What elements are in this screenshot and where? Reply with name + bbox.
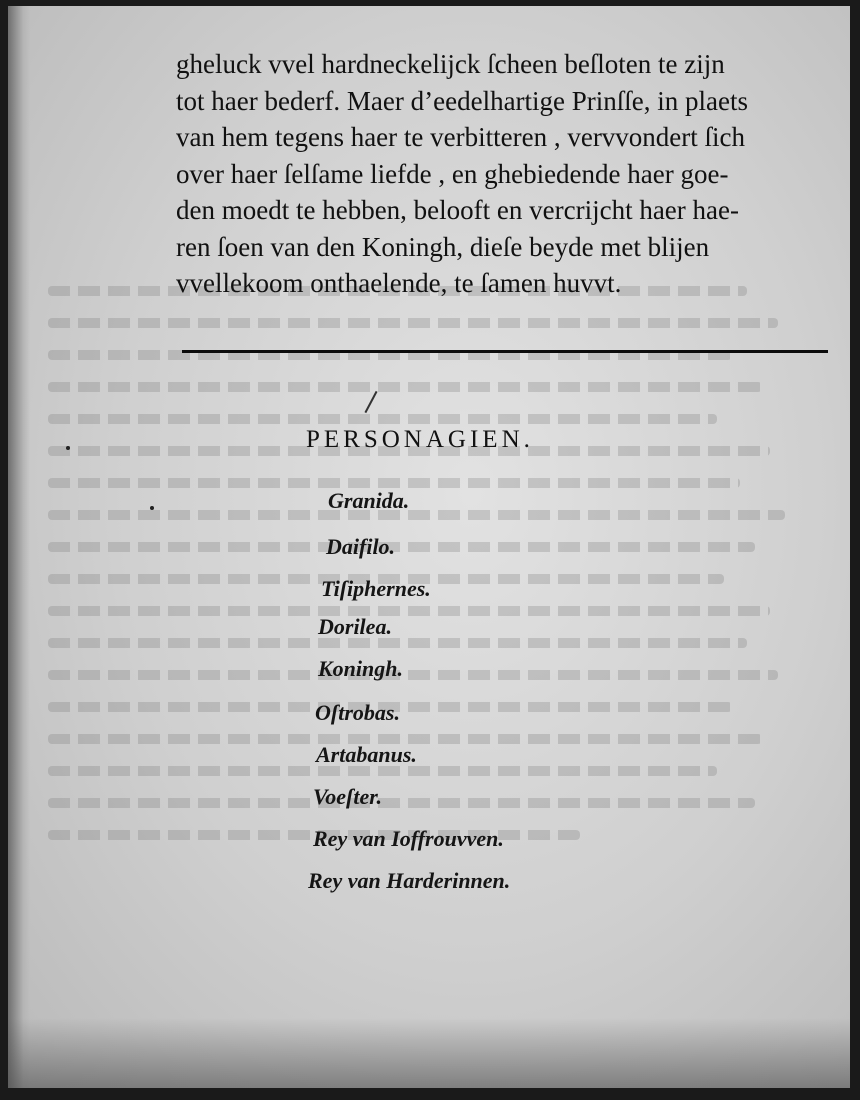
cast-item: Daifilo. <box>326 534 396 559</box>
cast-item: Oſtrobas. <box>315 700 400 725</box>
section-divider-rule <box>182 350 828 353</box>
bleed-through-text <box>48 286 808 1046</box>
intro-line: vvellekoom onthaelende, te ſamen huvvt. <box>176 268 622 298</box>
cast-item: Tiſiphernes. <box>321 576 431 601</box>
cast-item: Koningh. <box>318 656 403 681</box>
page-spine-shadow <box>8 6 30 1088</box>
intro-line: den moedt te hebben, belooft en vercrijcht haer hae- <box>176 195 739 225</box>
cast-item: Rey van Harderinnen. <box>308 868 511 893</box>
cast-item: Rey van Ioffrouvven. <box>313 826 504 851</box>
book-page <box>8 6 850 1088</box>
cast-item: Voeſter. <box>313 784 383 809</box>
stray-ink-dot <box>150 506 154 510</box>
cast-item: Artabanus. <box>316 742 417 767</box>
intro-line: van hem tegens haer te verbitteren , vervvondert ſich <box>176 122 746 152</box>
cast-item: Granida. <box>328 488 410 513</box>
intro-paragraph <box>176 46 836 302</box>
cast-heading: PERSONAGIEN. <box>306 426 534 453</box>
stray-ink-dot <box>66 446 70 450</box>
page-bottom-shadow <box>8 1018 850 1088</box>
cast-item: Dorilea. <box>318 614 392 639</box>
intro-line: tot haer bederf. Maer d’eedelhartige Prinſſe, in plaets <box>176 85 749 116</box>
intro-line: gheluck vvel hardneckelijck ſcheen beſloten te zijn <box>176 49 725 79</box>
intro-line: over haer ſelſame liefde , en ghebiedende haer goe- <box>176 158 729 189</box>
intro-line: ren ſoen van den Koningh, dieſe beyde met blijen <box>176 231 710 262</box>
